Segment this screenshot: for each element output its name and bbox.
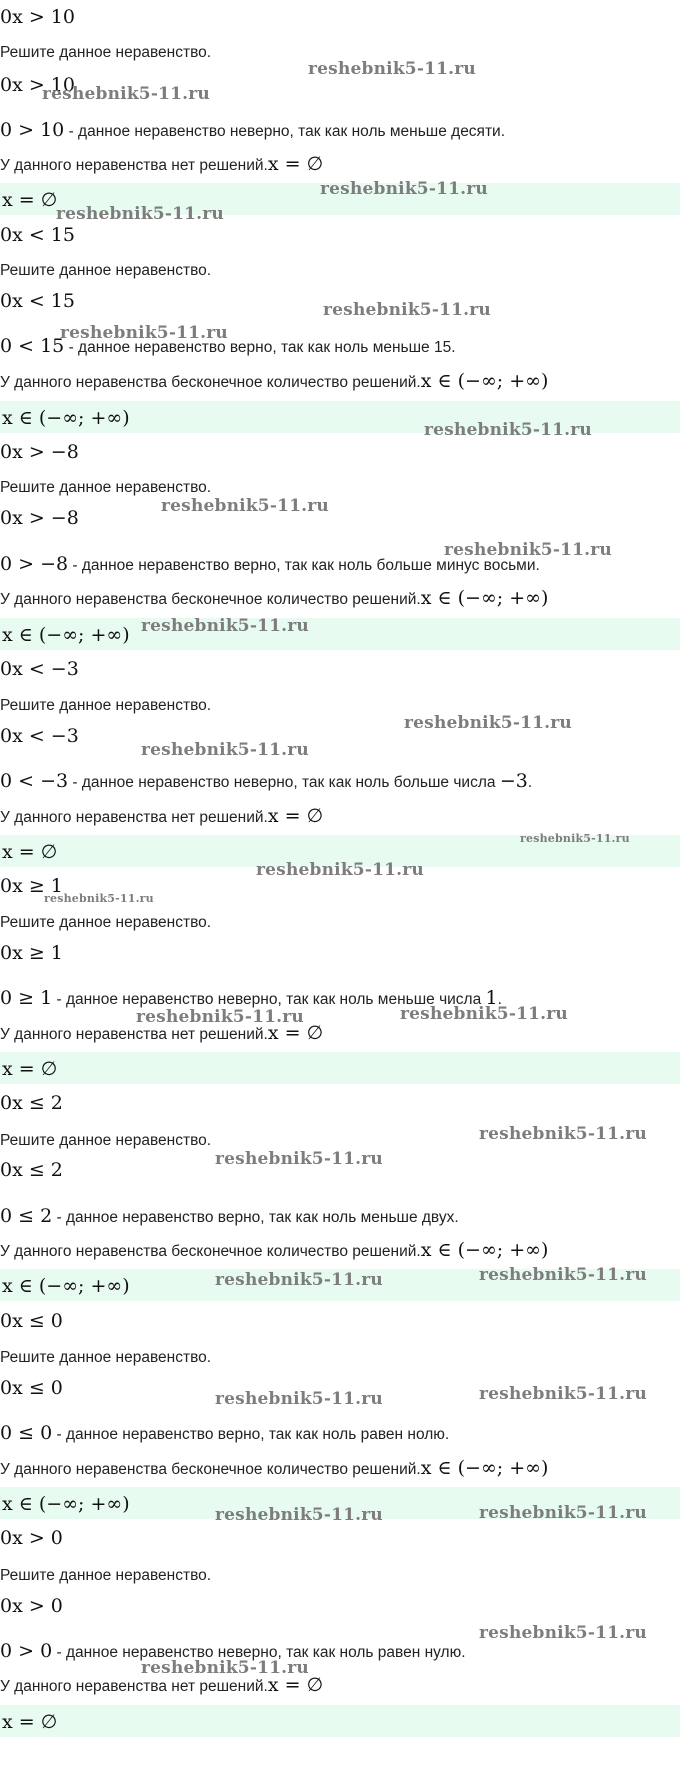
watermark: reshebnik5-11.ru — [479, 1384, 647, 1404]
problem-5-inequality: 0x ≥ 1 — [0, 875, 63, 897]
problem-5-conclusion — [0, 1022, 323, 1045]
problem-5-answer — [0, 1052, 680, 1084]
problem-1-answer — [0, 183, 680, 215]
check-expr: 0 ≥ 1 — [0, 987, 53, 1009]
watermark: reshebnik5-11.ru — [308, 59, 476, 79]
watermark: reshebnik5-11.ru — [215, 1389, 383, 1409]
conclusion-text: У данного неравенства бесконечное количество решений. — [0, 1461, 421, 1478]
conclusion-set: x ∈ (−∞; +∞) — [420, 1457, 549, 1479]
problem-8-restated: 0x > 0 — [0, 1595, 63, 1617]
problem-1-instruction: Решите данное неравенство. — [0, 44, 212, 61]
problem-1-check — [0, 119, 505, 142]
check-end: . — [527, 774, 533, 791]
problem-6-check — [0, 1205, 459, 1228]
conclusion-text: У данного неравенства бесконечное количество решений. — [0, 374, 421, 391]
problem-5-restated: 0x ≥ 1 — [0, 942, 63, 964]
watermark: reshebnik5-11.ru — [479, 1265, 647, 1285]
problem-6-conclusion — [0, 1239, 548, 1262]
answer-value: x = ∅ — [2, 841, 58, 863]
check-tail: −3 — [499, 770, 528, 792]
check-expr: 0 > −8 — [0, 553, 69, 575]
watermark: reshebnik5-11.ru — [479, 1503, 647, 1523]
watermark: reshebnik5-11.ru — [215, 1505, 383, 1525]
conclusion-set: x = ∅ — [267, 805, 324, 827]
problem-7-inequality: 0x ≤ 0 — [0, 1310, 63, 1332]
problem-3-conclusion — [0, 587, 548, 610]
problem-4-instruction: Решите данное неравенство. — [0, 697, 212, 714]
problem-6-inequality: 0x ≤ 2 — [0, 1092, 63, 1114]
watermark: reshebnik5-11.ru — [44, 892, 154, 905]
check-expr: 0 < 15 — [0, 335, 65, 357]
watermark: reshebnik5-11.ru — [424, 420, 592, 440]
problem-8-inequality: 0x > 0 — [0, 1527, 63, 1549]
watermark: reshebnik5-11.ru — [215, 1270, 383, 1290]
problem-6-answer — [0, 1269, 680, 1301]
watermark: reshebnik5-11.ru — [141, 1658, 309, 1678]
answer-value: x = ∅ — [2, 189, 58, 211]
watermark: reshebnik5-11.ru — [136, 1007, 304, 1027]
problem-8-conclusion — [0, 1674, 323, 1697]
problem-7-check — [0, 1422, 449, 1445]
watermark: reshebnik5-11.ru — [141, 740, 309, 760]
check-text: - данное неравенство верно, так как ноль больше минус восьми. — [68, 557, 540, 574]
problem-3-check — [0, 553, 540, 576]
conclusion-set: x = ∅ — [267, 153, 324, 175]
problem-3-restated: 0x > −8 — [0, 507, 79, 529]
problem-6-restated: 0x ≤ 2 — [0, 1159, 63, 1181]
answer-value: x ∈ (−∞; +∞) — [2, 1493, 130, 1515]
problem-1-inequality: 0x > 10 — [0, 6, 75, 28]
problem-2-restated: 0x < 15 — [0, 290, 75, 312]
answer-value: x ∈ (−∞; +∞) — [2, 407, 130, 429]
conclusion-text: У данного неравенства нет решений. — [0, 1026, 268, 1043]
problem-7-instruction: Решите данное неравенство. — [0, 1349, 212, 1366]
conclusion-set: x ∈ (−∞; +∞) — [420, 1239, 549, 1261]
problem-8-answer — [0, 1705, 680, 1737]
watermark: reshebnik5-11.ru — [400, 1004, 568, 1024]
conclusion-text: У данного неравенства бесконечное количество решений. — [0, 1243, 421, 1260]
problem-7-restated: 0x ≤ 0 — [0, 1377, 63, 1399]
check-text: - данное неравенство верно, так как ноль меньше 15. — [64, 339, 456, 356]
problem-2-conclusion — [0, 370, 548, 393]
problem-4-inequality: 0x < −3 — [0, 658, 79, 680]
answer-value: x = ∅ — [2, 1058, 58, 1080]
watermark: reshebnik5-11.ru — [215, 1149, 383, 1169]
watermark: reshebnik5-11.ru — [141, 616, 309, 636]
watermark: reshebnik5-11.ru — [444, 540, 612, 560]
watermark: reshebnik5-11.ru — [479, 1623, 647, 1643]
problem-2-answer — [0, 401, 680, 433]
answer-value: x ∈ (−∞; +∞) — [2, 624, 130, 646]
problem-7-conclusion — [0, 1457, 548, 1480]
problem-1-conclusion — [0, 153, 323, 176]
check-text: - данное неравенство неверно, так как ноль больше числа — [68, 774, 500, 791]
problem-2-inequality: 0x < 15 — [0, 224, 75, 246]
conclusion-text: У данного неравенства бесконечное количество решений. — [0, 591, 421, 608]
check-expr: 0 ≤ 0 — [0, 1422, 53, 1444]
conclusion-set: x ∈ (−∞; +∞) — [420, 370, 549, 392]
problem-8-check — [0, 1640, 466, 1663]
watermark: reshebnik5-11.ru — [323, 300, 491, 320]
watermark: reshebnik5-11.ru — [320, 179, 488, 199]
conclusion-set: x = ∅ — [267, 1674, 324, 1696]
conclusion-text: У данного неравенства нет решений. — [0, 809, 268, 826]
watermark: reshebnik5-11.ru — [256, 860, 424, 880]
check-text: - данное неравенство неверно, так как ноль меньше десяти. — [64, 123, 506, 140]
problem-3-inequality: 0x > −8 — [0, 441, 79, 463]
check-text: - данное неравенство верно, так как ноль меньше двух. — [52, 1209, 459, 1226]
check-expr: 0 > 10 — [0, 119, 65, 141]
watermark: reshebnik5-11.ru — [42, 84, 210, 104]
conclusion-text: У данного неравенства нет решений. — [0, 1678, 268, 1695]
answer-value: x ∈ (−∞; +∞) — [2, 1275, 130, 1297]
answer-value: x = ∅ — [2, 1711, 58, 1733]
problem-4-restated: 0x < −3 — [0, 725, 79, 747]
check-text: - данное неравенство неверно, так как ноль равен нулю. — [52, 1644, 466, 1661]
problem-2-instruction: Решите данное неравенство. — [0, 262, 212, 279]
problem-2-check — [0, 335, 456, 358]
watermark: reshebnik5-11.ru — [520, 832, 630, 845]
check-tail: 1 — [485, 987, 498, 1009]
check-expr: 0 ≤ 2 — [0, 1205, 53, 1227]
watermark: reshebnik5-11.ru — [404, 713, 572, 733]
conclusion-text: У данного неравенства нет решений. — [0, 157, 268, 174]
problem-1-restated: 0x > 10 — [0, 74, 75, 96]
problem-4-check — [0, 770, 532, 793]
problem-8-instruction: Решите данное неравенство. — [0, 1567, 212, 1584]
watermark: reshebnik5-11.ru — [56, 204, 224, 224]
problem-5-check — [0, 987, 502, 1010]
problem-5-instruction: Решите данное неравенство. — [0, 914, 212, 931]
watermark: reshebnik5-11.ru — [479, 1124, 647, 1144]
problem-4-conclusion — [0, 805, 323, 828]
problem-3-answer — [0, 618, 680, 650]
check-expr: 0 > 0 — [0, 1640, 53, 1662]
check-text: - данное неравенство неверно, так как ноль меньше числа — [52, 991, 486, 1008]
watermark: reshebnik5-11.ru — [60, 323, 228, 343]
problem-7-answer — [0, 1487, 680, 1519]
check-end: . — [497, 991, 502, 1008]
watermark: reshebnik5-11.ru — [161, 496, 329, 516]
conclusion-set: x = ∅ — [267, 1022, 324, 1044]
problem-4-answer — [0, 835, 680, 867]
problem-3-instruction: Решите данное неравенство. — [0, 479, 212, 496]
conclusion-set: x ∈ (−∞; +∞) — [420, 587, 549, 609]
check-text: - данное неравенство верно, так как ноль равен нолю. — [52, 1426, 450, 1443]
problem-6-instruction: Решите данное неравенство. — [0, 1132, 212, 1149]
check-expr: 0 < −3 — [0, 770, 69, 792]
